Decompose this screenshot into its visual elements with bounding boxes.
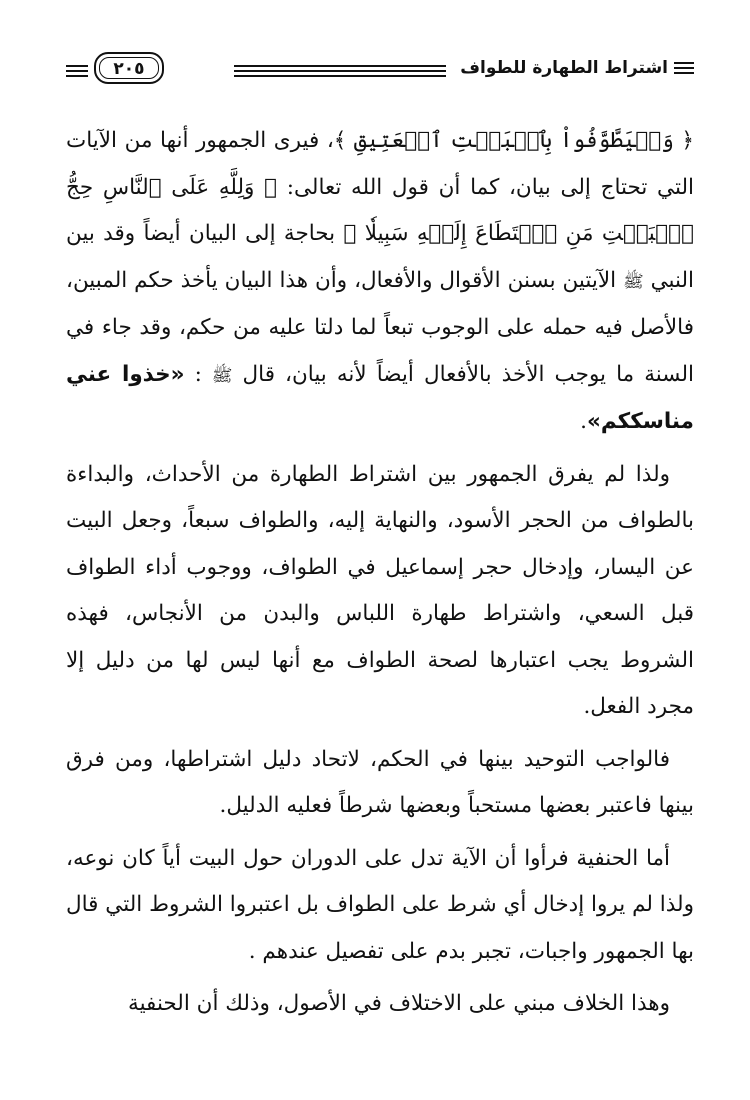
hadith-quote: «خذوا عني مناسككم» bbox=[66, 361, 694, 434]
page-header bbox=[66, 52, 694, 88]
paragraph-text: أما الحنفية فرأوا أن الآية تدل على الدوران حول البيت أياً كان نوعه، ولذا لم يروا إدخال أي شرط على الطواف بل اعتبروا الشروط التي قال بها الجمهور واجبات، تجبر بدم على تفصيل عندهم . bbox=[66, 845, 694, 964]
pbuh-symbol: ﷺ bbox=[211, 365, 233, 386]
page-number-frame bbox=[94, 52, 164, 84]
paragraph bbox=[66, 118, 694, 446]
header-rule-lines bbox=[234, 65, 446, 77]
paragraph-text: ، فيرى الجمهور أنها من الآيات التي تحتاج إلى بيان، كما أن قول الله تعالى: bbox=[66, 128, 694, 200]
pbuh-symbol: ﷺ bbox=[623, 271, 644, 292]
paragraph-text: : bbox=[184, 361, 212, 387]
paragraph-text: بحاجة إلى البيان أيضاً وقد بين النبي bbox=[66, 221, 694, 293]
paragraph bbox=[66, 981, 694, 1028]
paragraph-text: وهذا الخلاف مبني على الاختلاف في الأصول، وذلك أن الحنفية bbox=[128, 991, 670, 1016]
paragraph-text: . bbox=[580, 409, 587, 434]
paragraph-text: الآيتين بسنن الأقوال والأفعال، وأن هذا البيان يأخذ حكم المبين، فالأصل فيه حمله على الوجوب تبعاً لما دلتا عليه من حكم، وقد جاء في السنة ما يوجب الأخذ بالأفعال أيضاً لأنه بيان، قال bbox=[66, 267, 694, 387]
header-rule-lines-left bbox=[66, 65, 88, 77]
paragraph bbox=[66, 737, 694, 830]
title-ornament-bars bbox=[674, 62, 694, 74]
paragraph bbox=[66, 452, 694, 731]
quran-verse: ﴿ وَلۡيَطَّوَّفُواْ بِٱلۡبَيۡتِ ٱلۡعَتِيقِ ﴾ bbox=[333, 128, 694, 153]
paragraph-text: ولذا لم يفرق الجمهور بين اشتراط الطهارة من الأحداث، والبداءة بالطواف من الحجر الأسود، والنهاية إليه، والطواف سبعاً، وجعل البيت عن اليسار، وإدخال حجر إسماعيل في الطواف، ووجوب أداء الطواف قبل السعي، واشتراط طهارة اللباس والبدن من الأنجاس، فهذه الشروط يجب اعتبارها لصحة الطواف مع أنها ليس لها من دليل إلا مجرد الفعل. bbox=[66, 461, 694, 719]
paragraph bbox=[66, 836, 694, 976]
quran-verse: ﴿ وَلِلَّهِ عَلَى ٱلنَّاسِ حِجُّ ٱلۡبَيۡتِ مَنِ ٱسۡتَطَاعَ إِلَيۡهِ سَبِيلٗا ﴾ bbox=[66, 174, 694, 246]
page-number: ٢٠٥ bbox=[113, 59, 145, 79]
page-body bbox=[66, 118, 694, 1028]
running-title: اشتراط الطهارة للطواف bbox=[460, 58, 668, 78]
paragraph-text: فالواجب التوحيد بينها في الحكم، لاتحاد دليل اشتراطها، ومن فرق بينها فاعتبر بعضها مستحباً وبعضها شرطاً فعليه الدليل. bbox=[66, 746, 694, 818]
